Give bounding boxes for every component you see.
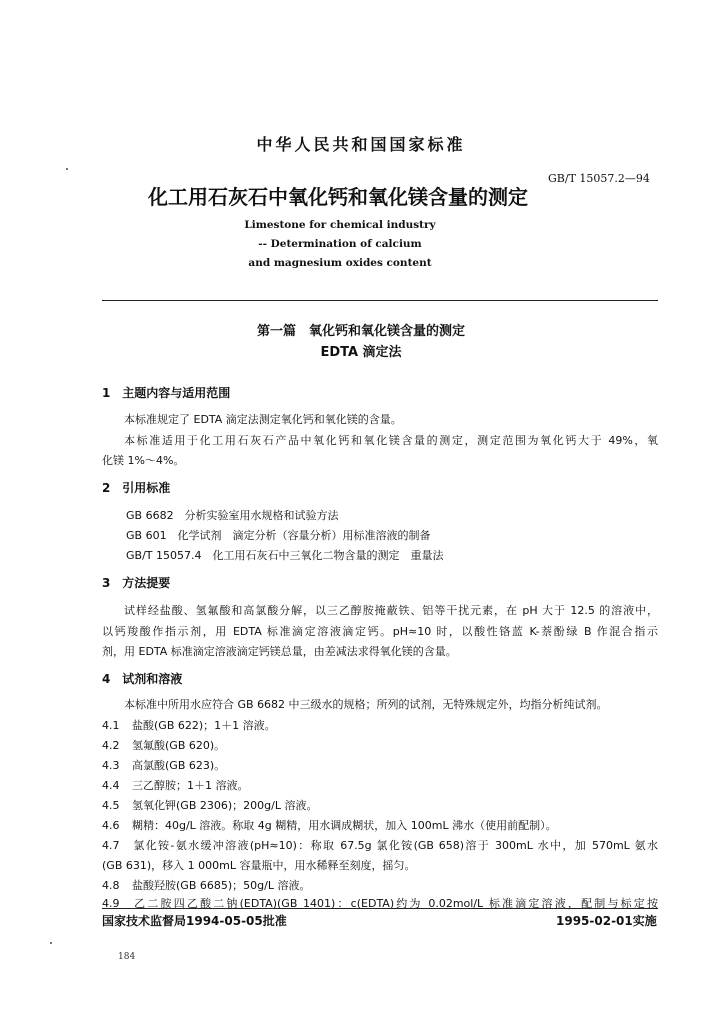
section-3-line-1: 试样经盐酸、氢氟酸和高氯酸分解，以三乙醇胺掩蔽铁、铝等干扰元素，在 pH 大于 12.5 的溶液中， <box>124 604 658 617</box>
item-text: 氢氟酸(GB 620)。 <box>132 739 226 752</box>
header-divider <box>102 300 658 301</box>
implementation-date: 1995-02-01实施 <box>556 914 657 928</box>
section-number: 4 <box>102 672 111 686</box>
section-1-paragraph-2: 本标准适用于化工用石灰石产品中氧化钙和氧化镁含量的测定，测定范围为氧化钙大于 49%，氧 <box>124 434 658 447</box>
part-subtitle: EDTA 滴定法 <box>320 345 402 360</box>
reference-item: GB/T 15057.4 化工用石灰石中三氧化二物含量的测定 重量法 <box>126 549 444 562</box>
section-4-heading <box>102 670 182 687</box>
reagent-item <box>102 777 249 793</box>
reagent-item <box>102 817 557 833</box>
footer-divider <box>102 908 658 909</box>
section-1-heading <box>102 384 230 401</box>
item-number: 4.7 <box>102 839 120 852</box>
item-text: 盐酸羟胺(GB 6685)；50g/L 溶液。 <box>132 879 311 892</box>
section-number: 1 <box>102 386 111 400</box>
section-1-paragraph-1: 本标准规定了 EDTA 滴定法测定氧化钙和氧化镁的含量。 <box>124 413 402 426</box>
section-number: 3 <box>102 576 111 590</box>
item-text: 氯化铵-氨水缓冲溶液(pH≈10)：称取 67.5g 氯化铵(GB 658)溶于 300mL 水中，加 570mL 氨水 <box>132 839 658 852</box>
document-title-en-line-2: -- Determination of calcium <box>258 238 422 250</box>
section-3-line-3: 剂，用 EDTA 标准滴定溶液滴定钙镁总量，由差减法求得氧化镁的含量。 <box>102 645 457 658</box>
document-title-zh: 化工用石灰石中氧化钙和氧化镁含量的测定 <box>148 185 528 209</box>
reagent-item <box>102 737 225 753</box>
item-number: 4.9 <box>102 897 120 910</box>
reagent-item <box>102 877 310 893</box>
section-title: 引用标准 <box>122 481 171 495</box>
item-text: 氢氧化钾(GB 2306)；200g/L 溶液。 <box>132 799 318 812</box>
section-3-heading <box>102 574 170 591</box>
item-number: 4.3 <box>102 759 120 772</box>
section-3-line-2: 以钙羧酸作指示剂，用 EDTA 标准滴定溶液滴定钙。pH≈10 时，以酸性铬蓝 K-萘酚绿 B 作混合指示 <box>102 625 658 638</box>
reagent-item <box>102 797 317 813</box>
reagent-item <box>102 717 276 733</box>
item-text: 糊精：40g/L 溶液。称取 4g 糊精，用水调成糊状，加入 100mL 沸水（使用前配制）。 <box>132 819 557 832</box>
item-number: 4.2 <box>102 739 120 752</box>
item-text: 高氯酸(GB 623)。 <box>132 759 226 772</box>
document-title-en-line-1: Limestone for chemical industry <box>244 219 436 231</box>
item-number: 4.5 <box>102 799 120 812</box>
section-title: 主题内容与适用范围 <box>122 386 231 400</box>
scan-speck <box>66 168 68 170</box>
section-number: 2 <box>102 481 111 495</box>
item-text: 乙二胺四乙酸二钠(EDTA)(GB 1401)：c(EDTA)约为 0.02mol/L 标准滴定溶液，配制与标定按 <box>132 897 658 910</box>
page-number: 184 <box>118 952 136 962</box>
item-number: 4.6 <box>102 819 120 832</box>
scan-speck <box>50 942 52 944</box>
document-title-en-line-3: and magnesium oxides content <box>248 257 432 269</box>
reagent-item <box>102 837 658 853</box>
item-text: (GB 631)，移入 1 000mL 容量瓶中，用水稀释至刻度，摇匀。 <box>102 859 416 872</box>
item-text: 盐酸(GB 622)；1＋1 溶液。 <box>132 719 276 732</box>
reagent-item-cont <box>102 857 415 873</box>
national-standard-heading: 中华人民共和国国家标准 <box>256 135 466 154</box>
item-text: 三乙醇胺；1＋1 溶液。 <box>132 779 249 792</box>
reagent-item <box>102 757 225 773</box>
item-number: 4.4 <box>102 779 120 792</box>
section-title: 方法提要 <box>122 576 171 590</box>
part-title: 第一篇 氧化钙和氧化镁含量的测定 <box>256 324 465 339</box>
section-2-heading <box>102 479 170 496</box>
reference-item: GB 6682 分析实验室用水规格和试验方法 <box>126 509 339 522</box>
reference-item: GB 601 化学试剂 滴定分析（容量分析）用标准溶液的制备 <box>126 529 431 542</box>
section-4-intro: 本标准中所用水应符合 GB 6682 中三级水的规格；所列的试剂，无特殊规定外，均指分析纯试剂。 <box>124 698 608 711</box>
standard-number: GB/T 15057.2—94 <box>548 172 650 185</box>
item-number: 4.8 <box>102 879 120 892</box>
section-1-paragraph-2-cont: 化镁 1%～4%。 <box>102 454 185 467</box>
approval-date: 国家技术监督局1994-05-05批准 <box>102 914 287 928</box>
item-number: 4.1 <box>102 719 120 732</box>
section-title: 试剂和溶液 <box>122 672 183 686</box>
